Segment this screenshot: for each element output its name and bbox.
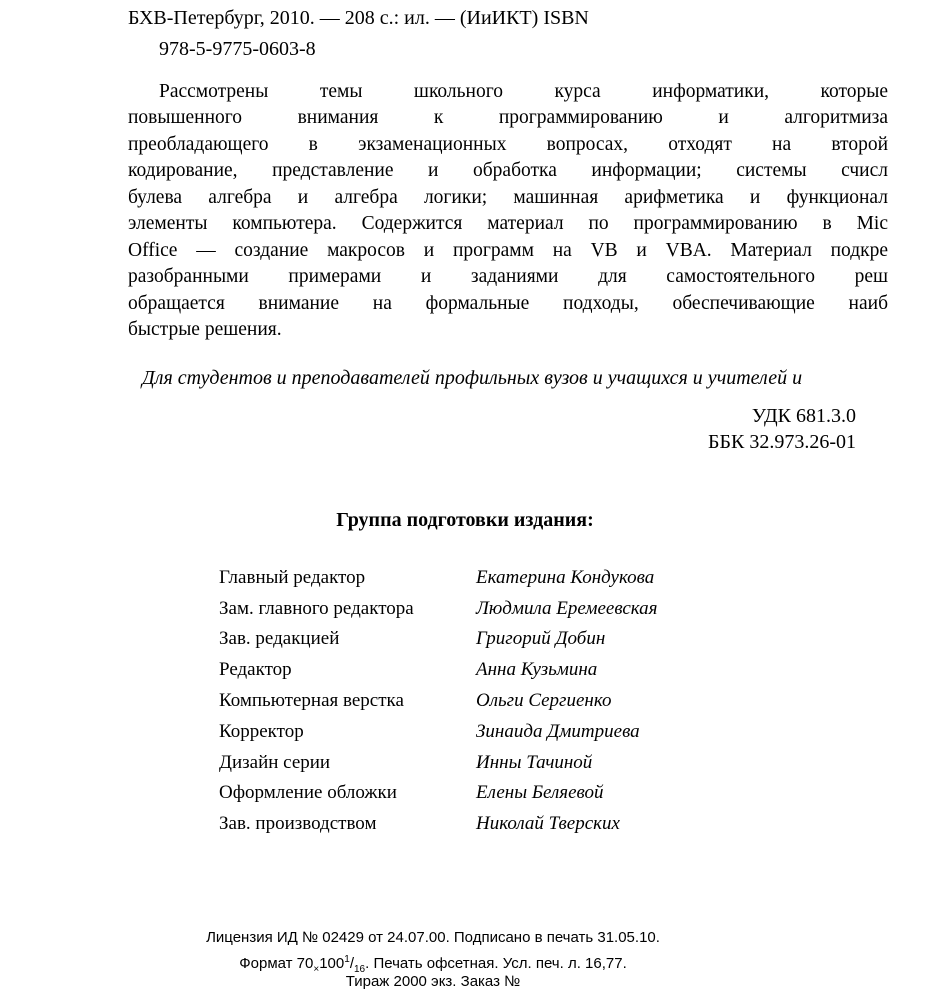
credit-role: Главный редактор: [219, 567, 366, 588]
abstract-line: Office — создание макросов и программ на VB и VBA. Материал подкре: [128, 240, 888, 261]
abstract-line: элементы компьютера. Содержится материал по программированию в Mic: [128, 213, 888, 234]
license-line: Лицензия ИД № 02429 от 24.07.00. Подписано в печать 31.05.10.: [206, 929, 660, 946]
bibliographic-isbn: 978-5-9775-0603-8: [159, 38, 316, 60]
credit-person: Екатерина Кондукова: [476, 567, 655, 588]
credit-role: Редактор: [219, 659, 292, 680]
udk-code: УДК 681.3.0: [751, 405, 856, 427]
audience-note: Для студентов и преподавателей профильных вузов и учащихся и учителей и: [142, 367, 803, 389]
format-fraction-denominator: 16: [353, 964, 366, 975]
abstract-line: кодирование, представление и обработка информации; системы счисл: [128, 160, 888, 181]
credit-person: Людмила Еремеевская: [476, 598, 658, 619]
credit-role: Компьютерная верстка: [219, 690, 404, 711]
credit-role: Зам. главного редактора: [219, 598, 414, 619]
credit-role: Оформление обложки: [219, 782, 397, 803]
abstract-line: булева алгебра и алгебра логики; машинная арифметика и функционал: [128, 187, 888, 208]
credit-person: Ольги Сергиенко: [476, 690, 612, 711]
credit-person: Николай Тверских: [476, 813, 620, 834]
credit-role: Зав. производством: [219, 813, 377, 834]
abstract-line: повышенного внимания к программированию и алгоритмиза: [128, 107, 888, 128]
abstract-line: преобладающего в экзаменационных вопросах, отходят на второй: [128, 134, 888, 155]
format-size: 100: [319, 955, 345, 972]
credit-person: Григорий Добин: [476, 628, 606, 649]
abstract-line: Рассмотрены темы школьного курса информатики, которые: [159, 81, 888, 102]
abstract-line: обращается внимание на формальные подходы, обеспечивающие наиб: [128, 293, 888, 314]
credit-role: Корректор: [219, 721, 304, 742]
print-run-line: Тираж 2000 экз. Заказ №: [345, 973, 521, 990]
credit-role: Дизайн серии: [219, 752, 331, 773]
format-times: ×: [313, 964, 320, 975]
credit-role: Зав. редакцией: [219, 628, 340, 649]
format-prefix: Формат 70: [239, 955, 314, 972]
credit-person: Анна Кузьмина: [476, 659, 598, 680]
format-line: Формат $70_\times 100^1/_{16}$. Печать офсетная. Усл. печ. л. 16,77.: [239, 954, 627, 975]
credit-person: Елены Беляевой: [476, 782, 604, 803]
credits-heading: Группа подготовки издания:: [336, 509, 594, 531]
bibliographic-line-1: БХВ-Петербург, 2010. — 208 с.: ил. — (ИиИКТ) ISBN: [128, 7, 589, 29]
bbk-code: ББК 32.973.26-01: [708, 431, 856, 453]
credit-person: Инны Тачиной: [476, 752, 593, 773]
format-details: . Печать офсетная. Усл. печ. л. 16,77.: [365, 955, 627, 972]
abstract-line: разобранными примерами и заданиями для самостоятельного реш: [128, 266, 888, 287]
abstract-line: быстрые решения.: [128, 319, 282, 340]
credit-person: Зинаида Дмитриева: [476, 721, 640, 742]
format-fraction-numerator: 1: [344, 954, 350, 965]
